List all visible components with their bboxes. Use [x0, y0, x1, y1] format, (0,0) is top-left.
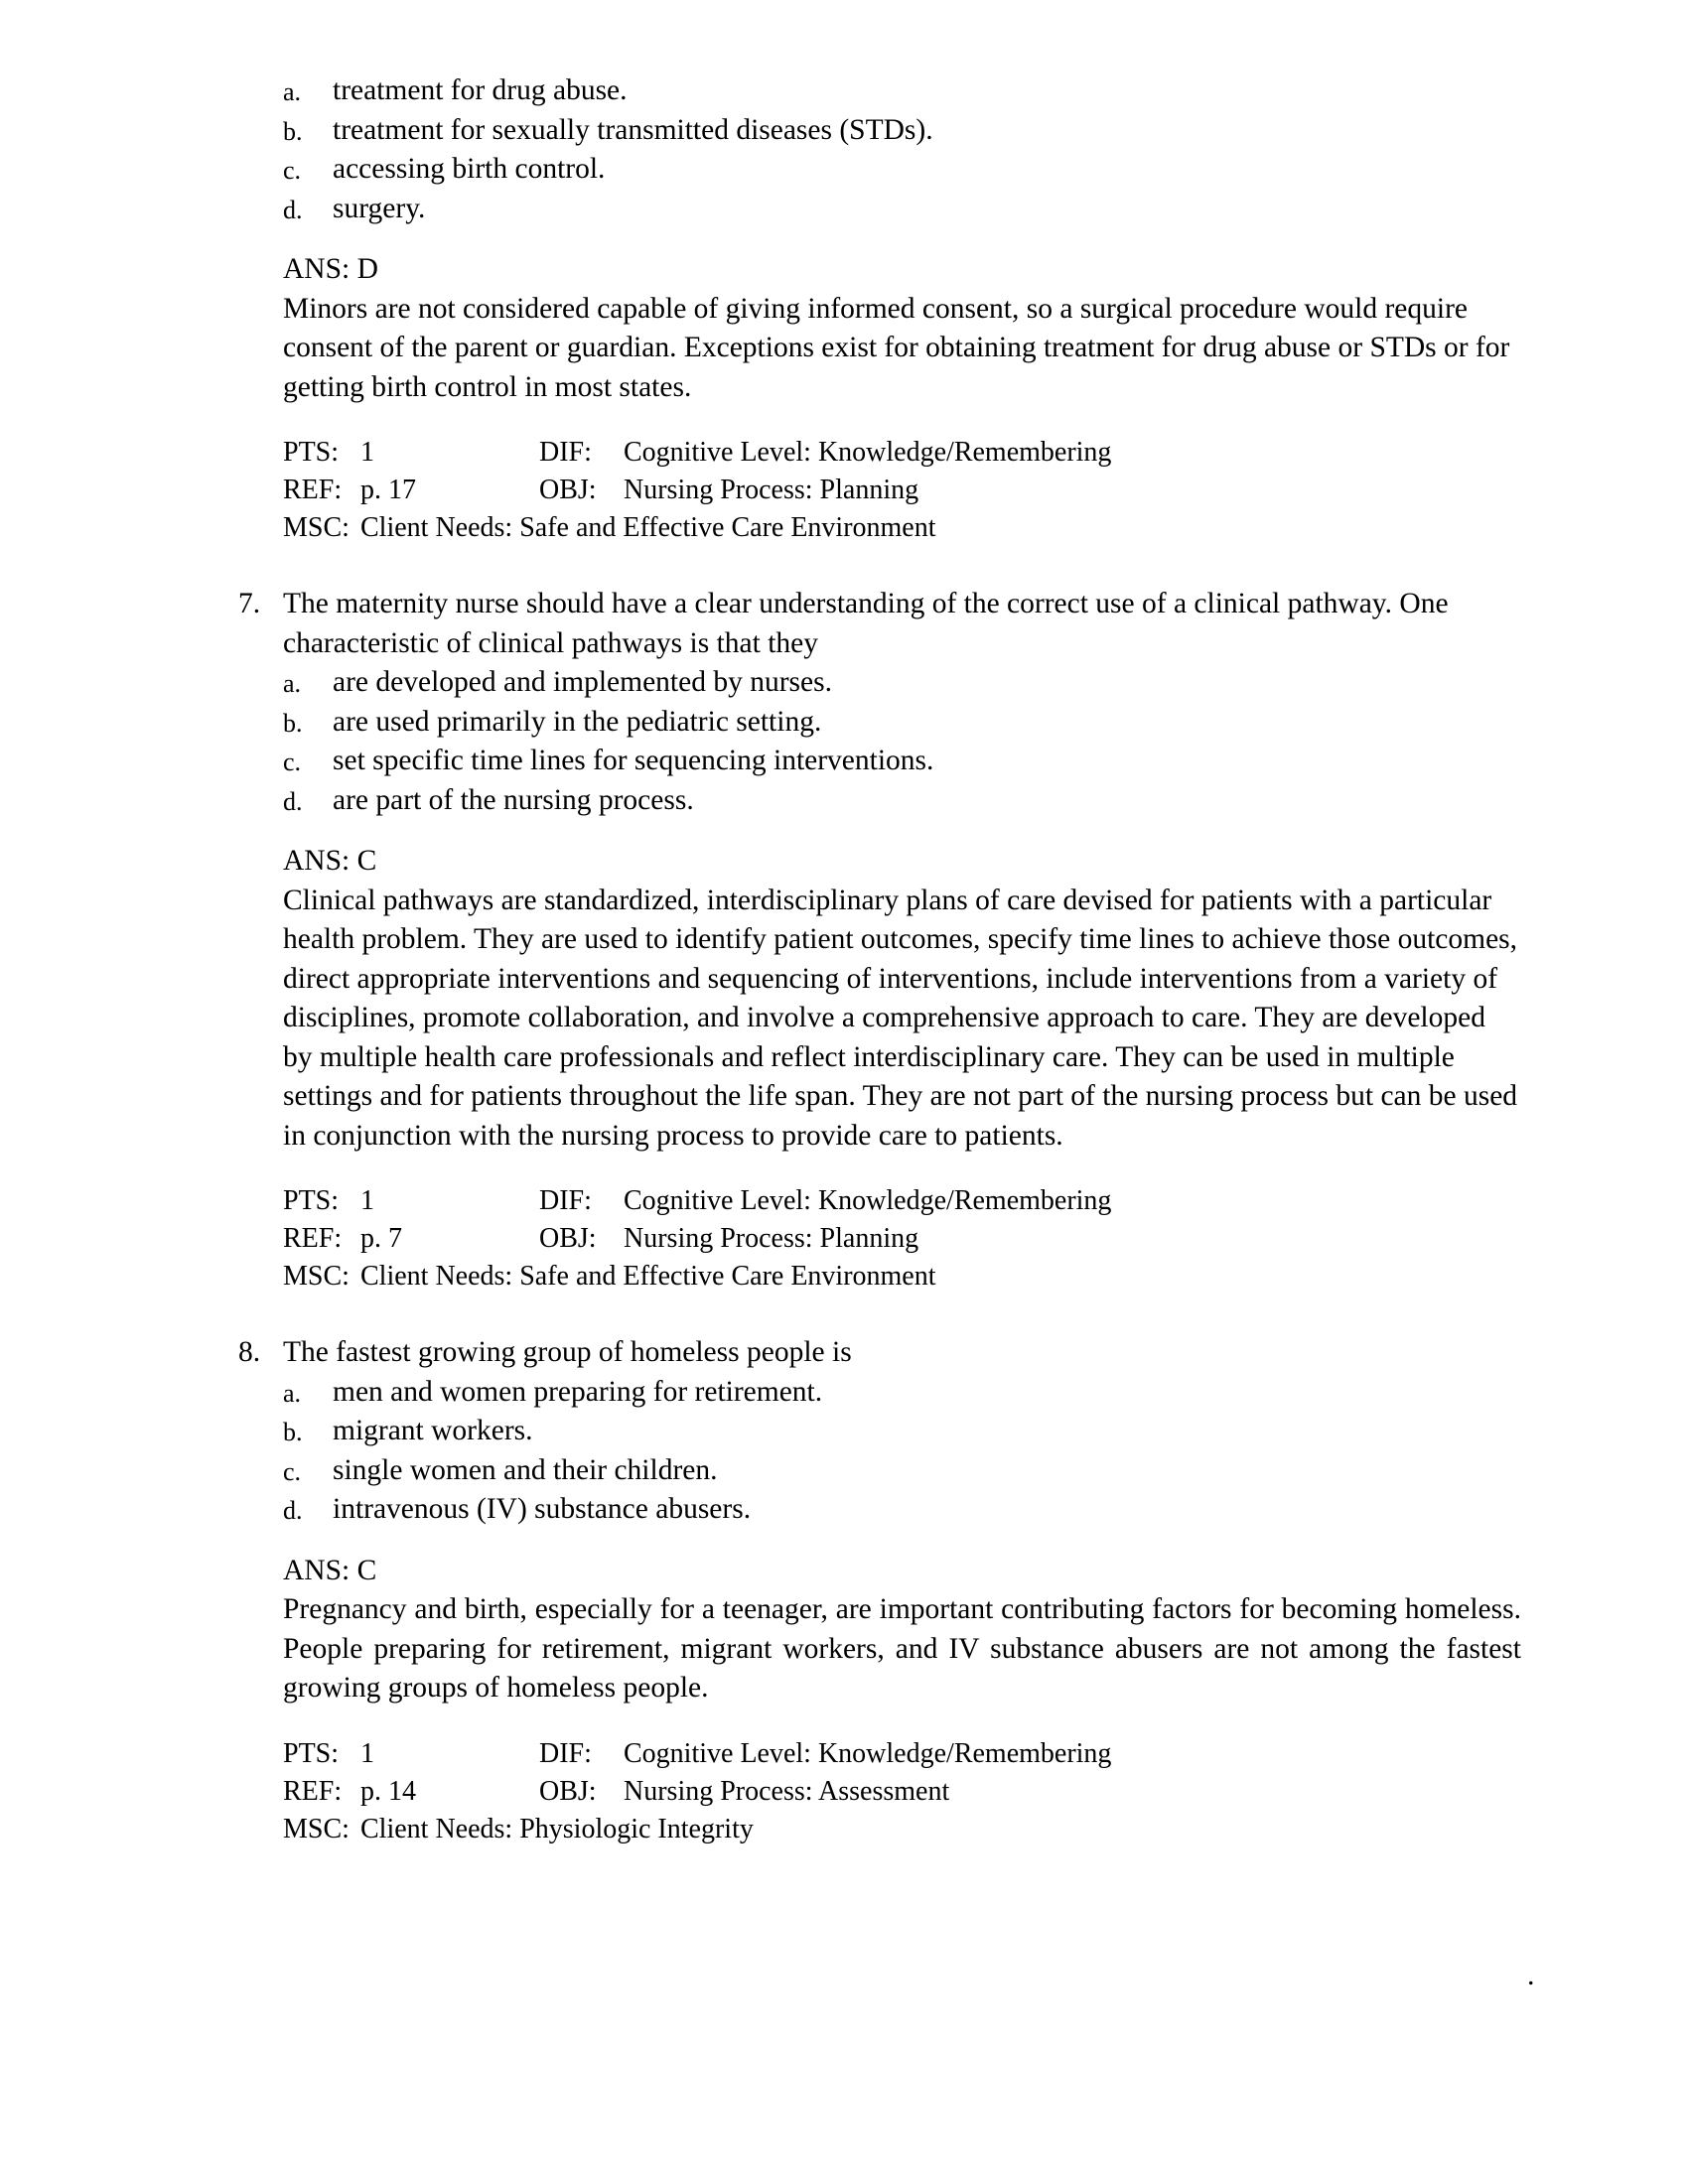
option-letter: d. [283, 786, 303, 816]
question-block-7 [238, 585, 1521, 1296]
msc-label: MSC: [283, 512, 350, 543]
option-letter: c. [283, 156, 302, 185]
ref-label: REF: [283, 1775, 343, 1807]
dif-label: DIF: [539, 437, 592, 468]
msc-value: Client Needs: Physiologic Integrity [360, 1813, 754, 1844]
option-letter: d. [283, 195, 303, 224]
pts-label: PTS: [283, 1185, 340, 1216]
option-item[interactable] [238, 190, 1521, 229]
answer-line: ANS: C [283, 1554, 377, 1586]
option-item[interactable] [238, 1490, 1521, 1530]
option-letter: a. [283, 1378, 302, 1408]
dif-label: DIF: [539, 1737, 592, 1769]
option-item[interactable] [238, 71, 1521, 111]
option-text: men and women preparing for retirement. [333, 1375, 823, 1408]
option-text: are used primarily in the pediatric setting. [333, 705, 822, 738]
option-text: treatment for drug abuse. [333, 74, 628, 106]
question-number: 8. [238, 1336, 261, 1368]
option-item[interactable] [238, 1451, 1521, 1491]
question-stem-8 [238, 1333, 1521, 1373]
obj-label: OBJ: [539, 1775, 597, 1807]
option-text: accessing birth control. [333, 153, 606, 185]
rationale-text: Minors are not considered capable of giving informed consent, so a surgical procedure would require consent of the parent or guardian. Exceptions exist for obtaining treatment for drug abuse or STDs or for getting birth control in most states. [283, 292, 1510, 403]
obj-value: Nursing Process: Planning [624, 1223, 919, 1254]
option-item[interactable] [238, 663, 1521, 703]
option-letter: a. [283, 669, 302, 698]
pts-label: PTS: [283, 1737, 340, 1769]
option-text: migrant workers. [333, 1415, 533, 1446]
metadata-row-ref-obj [283, 472, 1521, 509]
msc-value: Client Needs: Safe and Effective Care Environment [360, 1261, 936, 1292]
option-letter: a. [283, 77, 302, 106]
dif-value: Cognitive Level: Knowledge/Remembering [624, 437, 1112, 468]
ref-value: p. 17 [360, 475, 416, 505]
metadata-row-ref-obj [283, 1773, 1521, 1811]
metadata-block [238, 1182, 1521, 1296]
metadata-row-msc [283, 1258, 1521, 1296]
metadata-row-pts-dif [283, 1735, 1521, 1773]
metadata-row-pts-dif [283, 1182, 1521, 1220]
metadata-row-msc [283, 509, 1521, 547]
pts-value: 1 [360, 1737, 374, 1769]
pts-label: PTS: [283, 437, 340, 468]
rationale-text: Clinical pathways are standardized, interdisciplinary plans of care devised for patients with a particular health problem. They are used to identify patient outcomes, specify time lines to achieve those outcomes, direct appropriate interventions and sequencing of interventions, include interventions from a variety of disciplines, promote collaboration, and involve a comprehensive approach to care. They are developed by multiple health care professionals and reflect interdisciplinary care. They can be used in multiple settings and for patients throughout the life span. They are not part of the nursing process but can be used in conjunction with the nursing process to provide care to patients. [283, 884, 1518, 1152]
option-text: surgery. [333, 192, 426, 224]
option-text: are developed and implemented by nurses. [333, 666, 832, 698]
rationale-text: Pregnancy and birth, especially for a teenager, are important contributing factors for becoming homeless. People preparing for retirement, migrant workers, and IV substance abusers are not among the fastest growing groups of homeless people. [283, 1593, 1521, 1704]
option-letter: b. [283, 708, 303, 738]
metadata-row-pts-dif [283, 434, 1521, 472]
trailing-period-mark: . [1527, 1959, 1535, 1991]
dif-label: DIF: [539, 1185, 592, 1216]
dif-value: Cognitive Level: Knowledge/Remembering [624, 1185, 1112, 1216]
option-item[interactable] [238, 781, 1521, 821]
block-spacer [238, 1296, 1521, 1333]
answer-line: ANS: C [283, 845, 377, 877]
question-number: 7. [238, 588, 261, 619]
question-stem-7 [238, 585, 1521, 663]
option-letter: b. [283, 116, 303, 146]
ref-label: REF: [283, 475, 343, 505]
option-list-7 [238, 663, 1521, 820]
option-text: single women and their children. [333, 1453, 718, 1486]
pts-value: 1 [360, 1185, 374, 1216]
page-content [238, 71, 1521, 1848]
option-text: treatment for sexually transmitted diseases (STDs). [333, 113, 933, 146]
option-item[interactable] [238, 1412, 1521, 1451]
pts-value: 1 [360, 437, 374, 468]
option-text: set specific time lines for sequencing interventions. [333, 745, 934, 776]
ref-value: p. 14 [360, 1775, 416, 1807]
ref-value: p. 7 [360, 1223, 402, 1254]
option-text: intravenous (IV) substance abusers. [333, 1493, 752, 1525]
msc-label: MSC: [283, 1261, 350, 1292]
obj-label: OBJ: [539, 1223, 597, 1254]
answer-line: ANS: D [283, 253, 378, 285]
obj-label: OBJ: [539, 475, 597, 505]
option-letter: c. [283, 1456, 302, 1486]
option-item[interactable] [238, 150, 1521, 190]
ref-label: REF: [283, 1223, 343, 1254]
option-item[interactable] [238, 742, 1521, 781]
question-text: The maternity nurse should have a clear understanding of the correct use of a clinical pathway. One characteristic of clinical pathways is that they [283, 588, 1449, 659]
question-block-8 [238, 1333, 1521, 1848]
option-letter: c. [283, 748, 302, 776]
obj-value: Nursing Process: Assessment [624, 1775, 950, 1807]
msc-label: MSC: [283, 1813, 350, 1844]
option-letter: d. [283, 1496, 303, 1525]
metadata-row-msc [283, 1811, 1521, 1848]
option-item[interactable] [238, 703, 1521, 743]
question-text: The fastest growing group of homeless people is [283, 1336, 852, 1368]
option-item[interactable] [238, 111, 1521, 151]
metadata-block [238, 1735, 1521, 1848]
dif-value: Cognitive Level: Knowledge/Remembering [624, 1737, 1112, 1769]
option-list-8 [238, 1373, 1521, 1530]
block-spacer [238, 547, 1521, 585]
msc-value: Client Needs: Safe and Effective Care Environment [360, 512, 936, 543]
option-item[interactable] [238, 1373, 1521, 1413]
option-list-6 [238, 71, 1521, 228]
metadata-row-ref-obj [283, 1220, 1521, 1258]
obj-value: Nursing Process: Planning [624, 475, 919, 505]
question-block-6 [238, 71, 1521, 547]
option-text: are part of the nursing process. [333, 783, 694, 816]
option-letter: b. [283, 1418, 303, 1446]
metadata-block [238, 434, 1521, 547]
